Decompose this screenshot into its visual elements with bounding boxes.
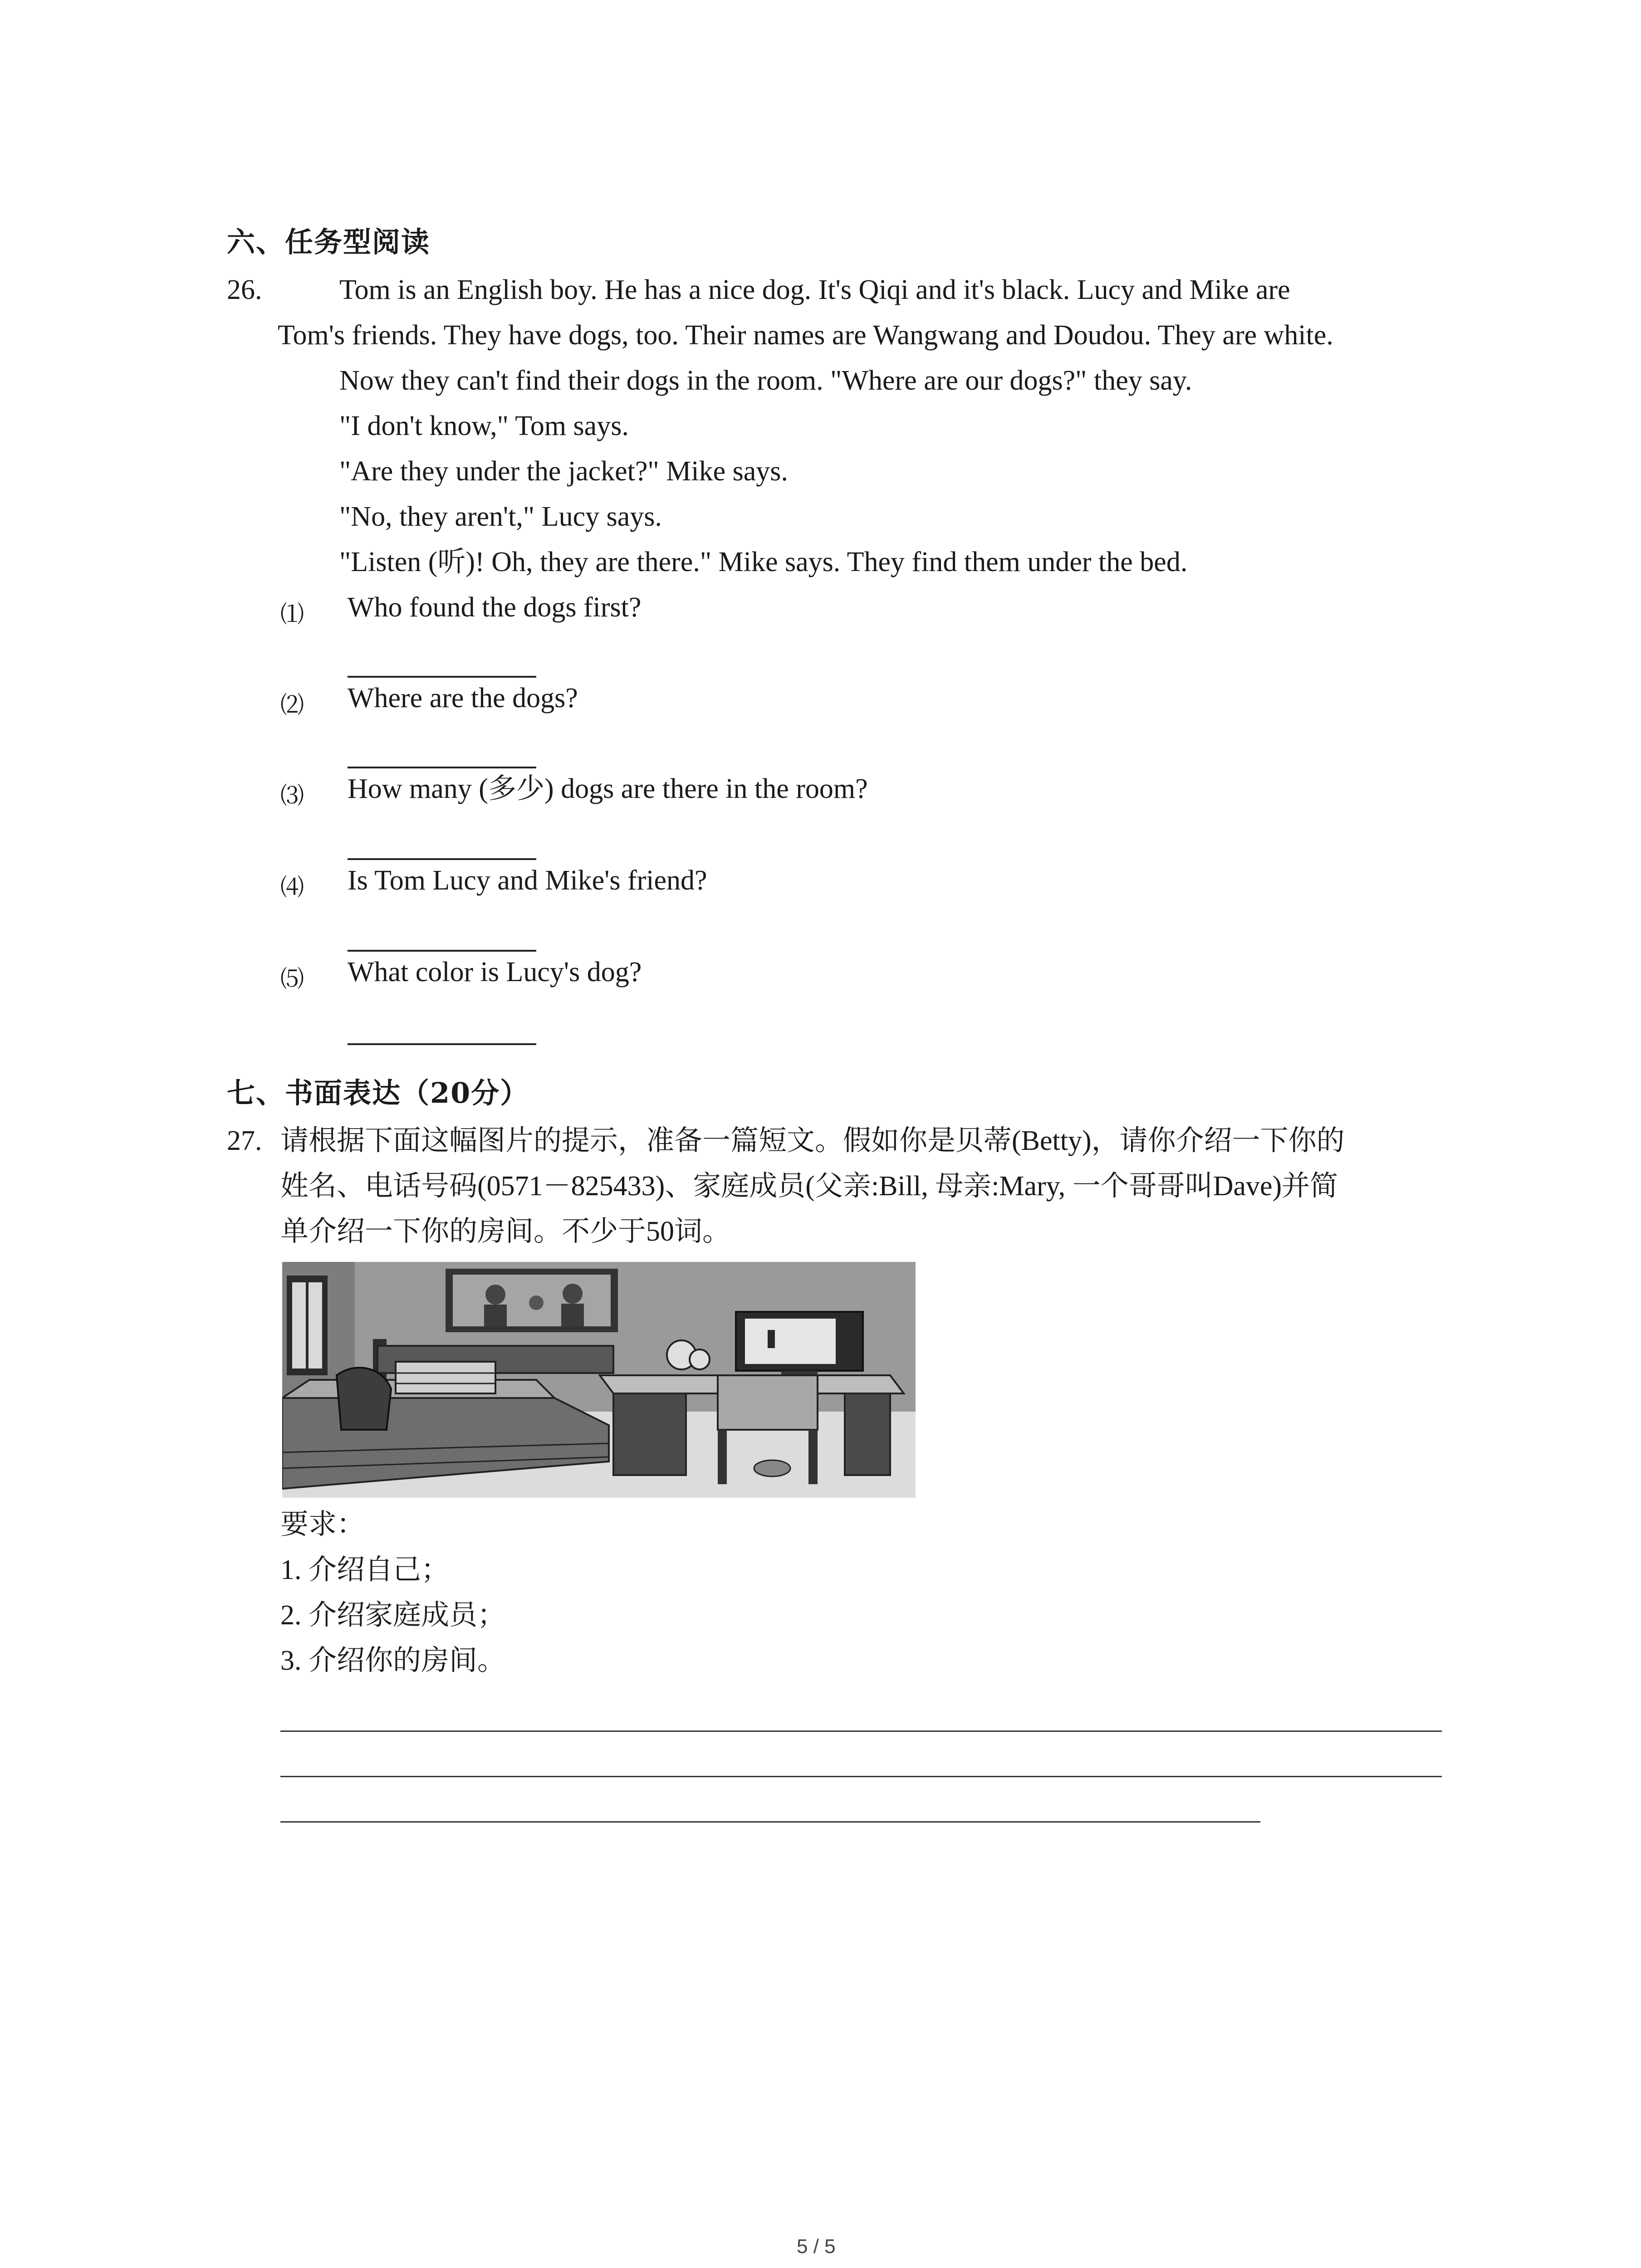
prompt-line: 请根据下面这幅图片的提示，准备一篇短文。假如你是贝蒂(Betty)，请你介绍一下你的 <box>280 1125 1345 1156</box>
passage-line: Tom's friends. They have dogs, too. Their names are Wangwang and Doudou. They are white. <box>278 320 1333 351</box>
passage-line: "No, they aren't," Lucy says. <box>339 501 662 532</box>
section-6-heading: 六、任务型阅读 <box>227 225 431 259</box>
question-label: ⑵ <box>280 693 304 719</box>
requirement-item: 2. 介绍家庭成员； <box>280 1600 506 1631</box>
writing-line[interactable] <box>280 1821 1260 1823</box>
passage-line: Now they can't find their dogs in the room. "Where are our dogs?" they say. <box>339 365 1192 396</box>
question-text: Is Tom Lucy and Mike's friend? <box>348 865 707 896</box>
passage-line: "Listen (听)! Oh, they are there." Mike says. They find them under the bed. <box>339 547 1188 577</box>
answer-line[interactable] <box>348 1043 536 1045</box>
question-text: How many (多少) dogs are there in the room? <box>348 773 868 804</box>
question-label: ⑸ <box>280 967 304 992</box>
question-text: Where are the dogs? <box>348 683 578 714</box>
question-26-number: 26. <box>227 274 262 305</box>
passage-line: "Are they under the jacket?" Mike says. <box>339 456 788 487</box>
passage-line: "I don't know," Tom says. <box>339 411 629 441</box>
writing-line[interactable] <box>280 1776 1442 1777</box>
prompt-line: 姓名、电话号码(0571－825433)、家庭成员(父亲:Bill, 母亲:Mary, 一个哥哥叫Dave)并简 <box>280 1171 1338 1202</box>
answer-line[interactable] <box>348 950 536 952</box>
bedroom-illustration <box>282 1262 916 1498</box>
answer-line[interactable] <box>348 858 536 860</box>
question-label: ⑶ <box>280 783 304 809</box>
requirement-item: 1. 介绍自己； <box>280 1554 450 1585</box>
answer-line[interactable] <box>348 676 536 678</box>
question-text: What color is Lucy's dog? <box>348 957 642 987</box>
section-7-heading: 七、书面表达（20分） <box>227 1076 529 1110</box>
question-label: ⑷ <box>280 875 304 901</box>
writing-line[interactable] <box>280 1730 1442 1732</box>
answer-line[interactable] <box>348 767 536 768</box>
page-number: 5 / 5 <box>797 2235 836 2258</box>
prompt-line: 单介绍一下你的房间。不少于50词。 <box>280 1216 731 1247</box>
passage-line: Tom is an English boy. He has a nice dog. It's Qiqi and it's black. Lucy and Mike are <box>339 274 1290 305</box>
question-27-number: 27. <box>227 1125 262 1156</box>
question-label: ⑴ <box>280 602 304 628</box>
requirements-title: 要求： <box>280 1509 365 1540</box>
question-text: Who found the dogs first? <box>348 592 642 623</box>
requirement-item: 3. 介绍你的房间。 <box>280 1645 506 1676</box>
